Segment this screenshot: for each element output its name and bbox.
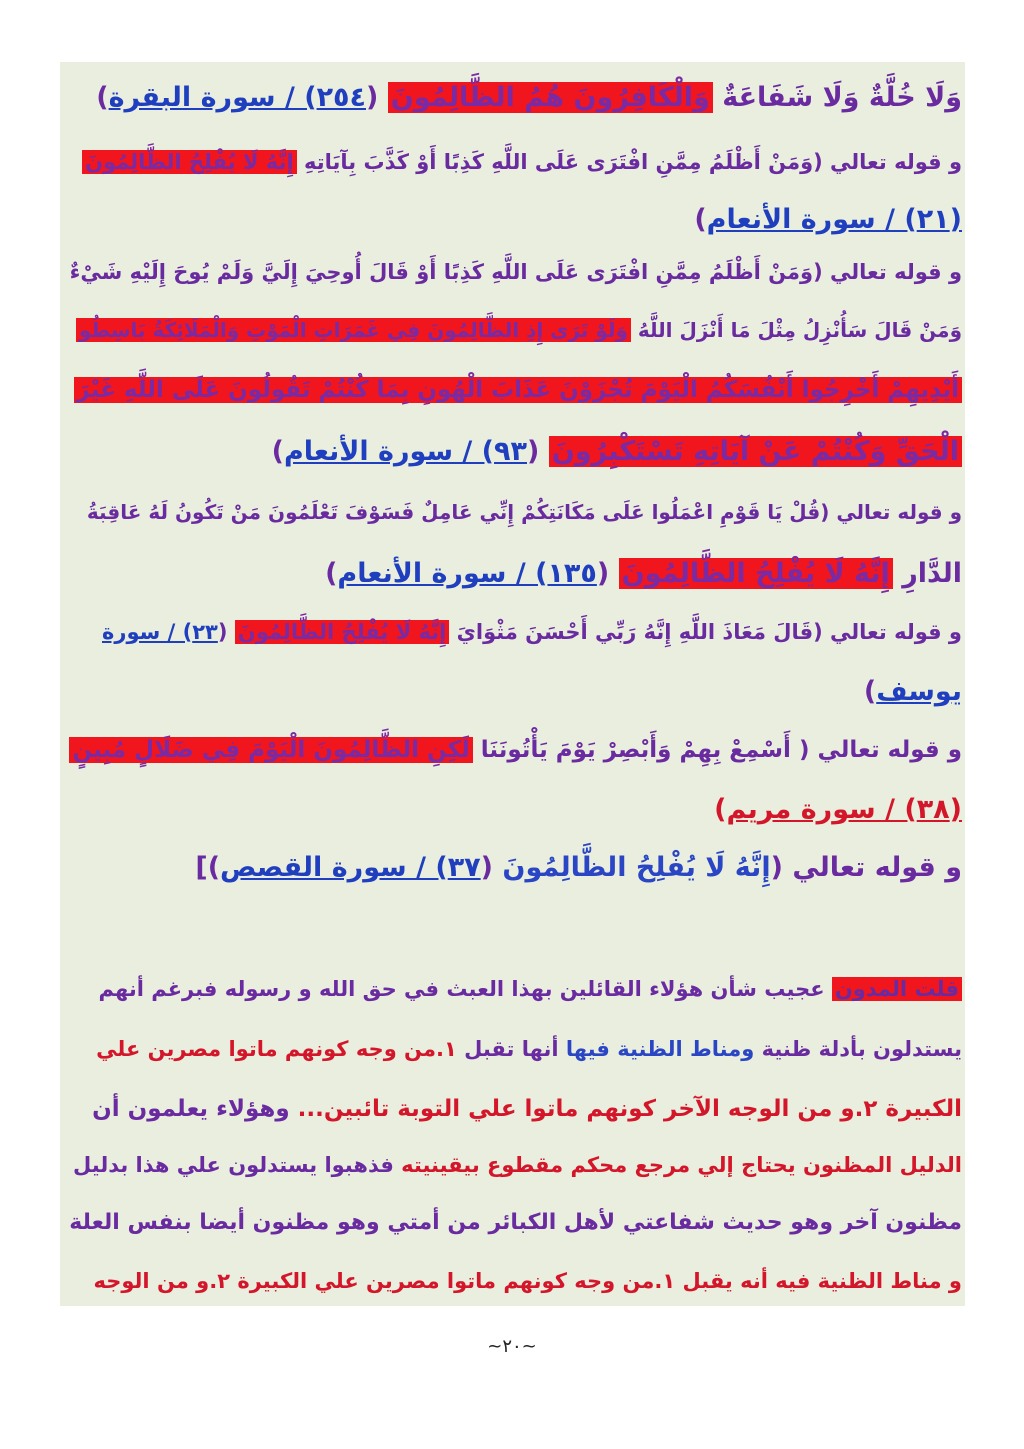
verse-line-7: [272, 430, 962, 474]
verse-text: وَلَا خُلَّةٌ وَلَا شَفَاعَةٌ: [712, 82, 962, 113]
sura-reference: ٢٥٤) / سورة البقرة: [108, 82, 367, 113]
ref-paren: ): [694, 204, 707, 235]
commentary-line-1: [99, 966, 963, 1012]
verse-line-2: [82, 140, 962, 184]
highlighted-verse: إِنَّهُ لَا يُفْلِحُ الظَّالِمُونَ: [82, 150, 297, 174]
ref-paren: (: [526, 436, 549, 467]
verse-text: و قوله تعالي (: [770, 852, 962, 883]
commentary-text: يستدلون بأدلة ظنية: [754, 1037, 962, 1061]
commentary-text: عجيب شأن هؤلاء القائلين بهذا العبث في حق الله و رسوله فبرغم أنهم: [98, 977, 832, 1001]
sura-reference: ٣٧) / سورة القصص: [220, 852, 481, 883]
commentary-text-blue: ومناط الظنية فيها: [565, 1037, 755, 1061]
commentary-line-2: [96, 1026, 962, 1072]
verse-line-13: [714, 788, 962, 832]
commentary-line-3: [92, 1086, 962, 1132]
verse-line-1: [96, 76, 962, 120]
commentary-text: مظنون آخر وهو حديث شفاعتي لأهل الكبائر من أمتي وهو مظنون أيضا بنفس العلة: [69, 1210, 962, 1235]
commentary-line-5: [69, 1200, 962, 1246]
sura-reference: ٩٣) / سورة الأنعام: [283, 436, 527, 467]
verse-text-blue: إِنَّهُ لَا يُفْلِحُ الظَّالِمُونَ: [502, 852, 771, 883]
ref-paren: ): [863, 676, 877, 707]
ref-paren: ): [96, 82, 109, 113]
verse-line-9: [325, 552, 962, 596]
ref-paren: (: [596, 558, 619, 589]
ref-paren: ): [325, 558, 338, 589]
verse-line-3: [694, 198, 962, 242]
highlighted-verse: أَيْدِيهِمْ أَخْرِجُوا أَنْفُسَكُمُ الْيَوْمَ تُجْزَوْنَ عَذَابَ الْهُونِ بِمَا كُنْتُمْ تَقُولُونَ عَلَى اللَّهِ غَيْرَ: [74, 377, 962, 403]
highlighted-verse: إِنَّهُ لَا يُفْلِحُ الظَّالِمُونَ: [235, 620, 450, 644]
sura-reference: (٢١) / سورة الأنعام: [706, 204, 962, 235]
verse-text: الدَّارِ: [892, 558, 962, 589]
sura-reference: ٢٣) / سورة: [102, 620, 218, 644]
verse-text: و قوله تعالي (وَمَنْ أَظْلَمُ مِمَّنِ افْتَرَى عَلَى اللَّهِ كَذِبًا أَوْ كَذَّبَ بِآيَاتِهِ: [296, 150, 962, 174]
commentary-text: فذهبوا يستدلون علي هذا بدليل: [73, 1153, 402, 1177]
ref-paren: (: [217, 620, 235, 644]
verse-line-6: [74, 368, 962, 412]
commentary-text-red: ١.من وجه كونهم ماتوا مصرين علي: [96, 1037, 457, 1061]
verse-text: و قوله تعالي (قُلْ يَا قَوْمِ اعْمَلُوا عَلَى مَكَانَتِكُمْ إِنِّي عَامِلٌ فَسَوْفَ تَعْلَمُونَ مَنْ تَكُونُ لَهُ عَاقِبَةُ: [86, 500, 962, 524]
highlighted-verse: وَالْكَافِرُونَ هُمُ الظَّالِمُونَ: [388, 82, 713, 113]
commentary-text: أنها تقبل: [456, 1037, 566, 1061]
ref-paren: )]: [195, 852, 221, 883]
commentary-text-red: و مناط الظنية فيه أنه يقبل ١.من وجه كونهم ماتوا مصرين علي الكبيرة ٢.و من الوجه: [93, 1269, 962, 1293]
commentary-line-4: [73, 1142, 962, 1188]
verse-text: وَمَنْ قَالَ سَأُنْزِلُ مِثْلَ مَا أَنْزَلَ اللَّهُ: [630, 318, 962, 342]
commentary-text: وهؤلاء يعلمون أن: [92, 1096, 290, 1122]
sura-reference: ١٣٥) / سورة الأنعام: [337, 558, 597, 589]
verse-text: و قوله تعالي ( أَسْمِعْ بِهِمْ وَأَبْصِرْ يَوْمَ يَأْتُونَنَا: [472, 737, 962, 763]
highlighted-verse: لَكِنِ الظَّالِمُونَ الْيَوْمَ فِي ضَلَالٍ مُبِينٍ: [69, 737, 472, 763]
verse-text: و قوله تعالي (قَالَ مَعَاذَ اللَّهِ إِنَّهُ رَبِّي أَحْسَنَ مَثْوَايَ: [449, 620, 962, 644]
commentary-text-red: الكبيرة ٢.و من الوجه الآخر كونهم ماتوا علي التوبة تائبين...: [289, 1096, 962, 1122]
ref-paren: ): [271, 436, 284, 467]
highlighted-verse: الْحَقِّ وَكُنْتُمْ عَنْ آيَاتِهِ تَسْتَكْبِرُونَ: [549, 436, 962, 467]
verse-line-8: [87, 490, 962, 534]
verse-line-4: [70, 250, 962, 294]
highlighted-verse: وَلَوْ تَرَى إِذِ الظَّالِمُونَ فِي غَمَرَاتِ الْمَوْتِ وَالْمَلَائِكَةُ بَاسِطُو: [76, 318, 631, 342]
verse-line-10: [102, 610, 962, 654]
highlighted-verse: إِنَّهُ لَا يُفْلِحُ الظَّالِمُونَ: [619, 558, 893, 589]
page-number: ~٢٠~: [487, 1336, 537, 1357]
ref-paren: ): [714, 794, 727, 825]
sura-reference: يوسف: [876, 676, 962, 707]
verse-text: و قوله تعالي (وَمَنْ أَظْلَمُ مِمَّنِ افْتَرَى عَلَى اللَّهِ كَذِبًا أَوْ قَالَ أُوحِيَ إِلَيَّ وَلَمْ يُوحَ إِلَيْهِ شَيْءٌ: [69, 260, 962, 284]
verse-line-5: [76, 308, 962, 352]
ref-paren: (: [480, 852, 503, 883]
ref-paren: (: [366, 82, 388, 113]
commentary-text-red: الدليل المظنون يحتاج إلي مرجع محكم مقطوع بيقينيته: [401, 1153, 962, 1177]
sura-reference: (٣٨) / سورة مريم: [726, 794, 962, 825]
verse-line-14: [195, 846, 962, 890]
commentary-line-6: [94, 1258, 962, 1304]
verse-line-12: [69, 728, 962, 772]
blogger-label: قلت المدون: [832, 977, 962, 1001]
verse-line-11: [864, 670, 962, 714]
